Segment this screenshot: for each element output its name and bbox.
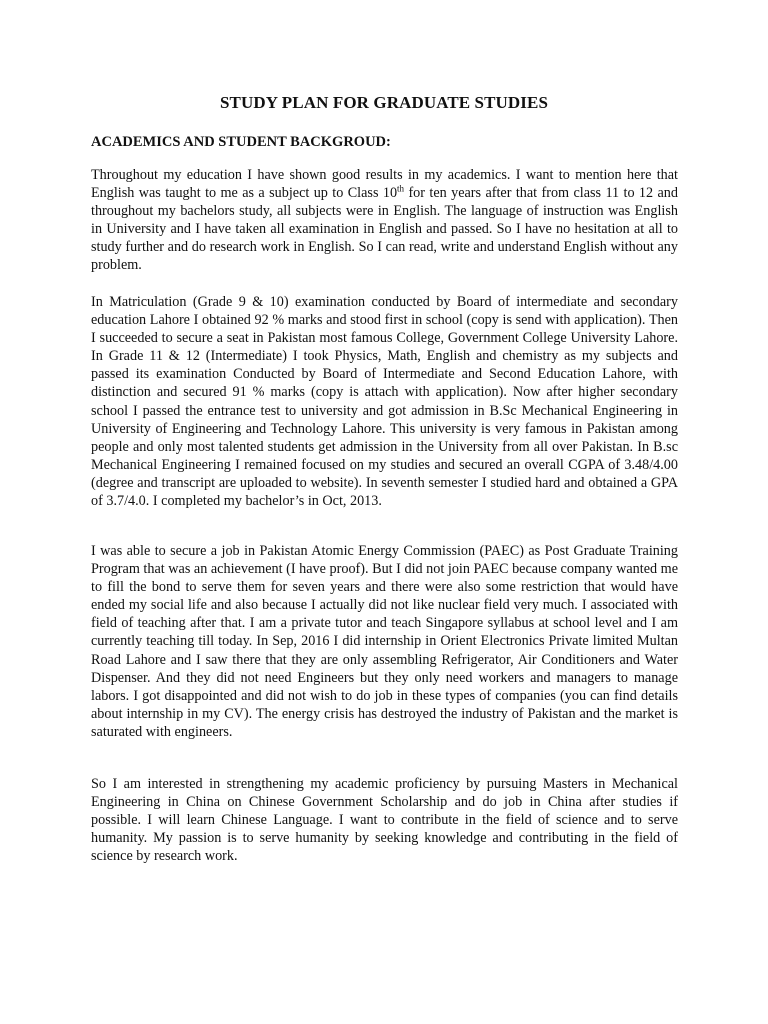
superscript-th: th	[397, 183, 405, 194]
paragraph-motivation: So I am interested in strengthening my academic proficiency by pursuing Masters in Mechanical Engineering in China on Chinese Government Scholarship and do job in China after studies if possible. I will learn Chinese Language. I want to contribute in the field of science and to serve humanity. My passion is to serve humanity by seeking knowledge and contributing in the field of science by research work.	[91, 776, 678, 865]
paragraph-1-text-a: Throughout my education I have shown good results in my academics. I want to mention here that English was taught to me as a subject up to Class 10	[91, 167, 678, 202]
paragraph-education-language	[91, 166, 678, 275]
section-heading: ACADEMICS AND STUDENT BACKGROUD:	[91, 134, 391, 150]
document-title: STUDY PLAN FOR GRADUATE STUDIES	[219, 93, 549, 112]
paragraph-1-text-b: for ten years after that from class 11 to 12 and throughout my bachelors study, all subjects were in English. The language of instruction was English in University and I have taken all examination in English and passed. So I have no hesitation at all to study further and do research work in English. So I can read, write and understand English without any problem.	[91, 185, 678, 274]
paragraph-academic-record: In Matriculation (Grade 9 & 10) examination conducted by Board of intermediate and secondary education Lahore I obtained 92 % marks and stood first in school (copy is send with application). Then I succeeded to secure a seat in Pakistan most famous College, Government College University Lahore. In Grade 11 & 12 (Intermediate) I took Physics, Math, English and chemistry as my subjects and passed its examination Conducted by Board of Intermediate and Second Education Lahore, with distinction and secured 91 % marks (copy is attach with application). Now after higher secondary school I passed the entrance test to university and got admission in B.Sc Mechanical Engineering in University of Engineering and Technology Lahore. This university is very famous in Pakistan among people and only most talented students get admission in the University from all over Pakistan. In B.sc Mechanical Engineering I remained focused on my studies and secured an overall CGPA of 3.48/4.00 (degree and transcript are uploaded to website). In seventh semester I studied hard and obtained a GPA of 3.7/4.0. I completed my bachelor’s in Oct, 2013.	[91, 294, 678, 510]
paragraph-work-experience: I was able to secure a job in Pakistan Atomic Energy Commission (PAEC) as Post Graduate Training Program that was an achievement (I have proof). But I did not join PAEC because company wanted me to fill the bond to serve them for seven years and there were also some restriction that would have ended my social life and also because I actually did not like nuclear field very much. I associated with field of teaching after that. I am a private tutor and teach Singapore syllabus at school level and I am currently teaching till today. In Sep, 2016 I did internship in Orient Electronics Private limited Multan Road Lahore and I saw there that they are only assembling Refrigerator, Air Conditioners and Water Dispenser. And they did not need Engineers but they only need workers and managers to manage labors. I got disappointed and did not wish to do job in these types of companies (you can find details about internship in my CV). The energy crisis has destroyed the industry of Pakistan and the market is saturated with engineers.	[91, 543, 678, 740]
